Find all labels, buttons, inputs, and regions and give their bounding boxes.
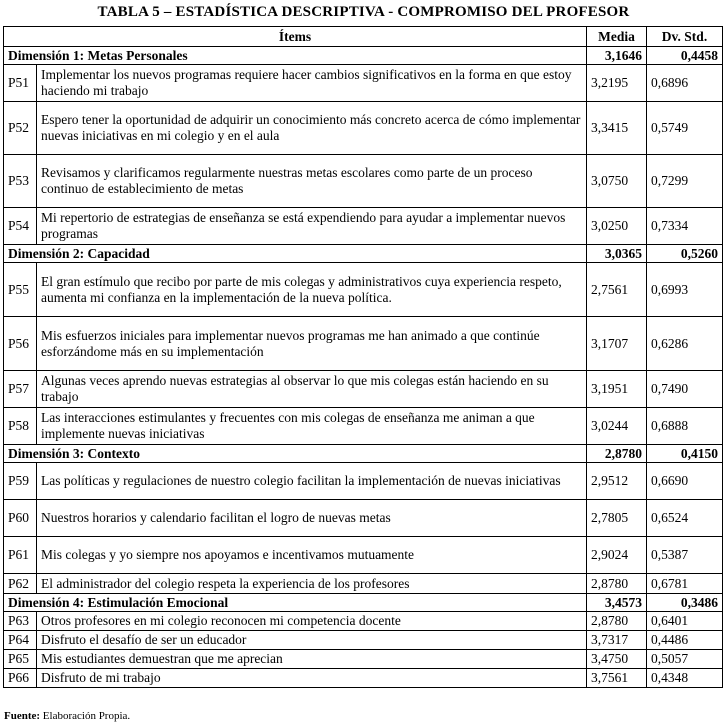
item-text: Mis esfuerzos iniciales para implementar nuevos programas me han animado a que continúe esforzándome más en su implementación [37,317,587,371]
dimension-row [4,445,723,463]
item-media: 3,1707 [587,317,647,371]
item-media: 2,9024 [587,537,647,574]
header-items: Ítems [4,27,587,47]
item-media: 2,8780 [587,574,647,594]
item-text: Las políticas y regulaciones de nuestro colegio facilitan la implementación de nuevas iniciativas [37,463,587,500]
item-text: El gran estímulo que recibo por parte de mis colegas y administrativos cuya experiencia respeto, aumenta mi confianza en la implementación de la nueva política. [37,263,587,317]
dimension-media: 2,8780 [587,445,647,463]
item-dv: 0,6286 [647,317,723,371]
dimension-group-3 [4,445,723,594]
item-media: 3,0244 [587,408,647,445]
table-row [4,669,723,688]
header-dv: Dv. Std. [647,27,723,47]
dimension-row [4,245,723,263]
table-row [4,612,723,631]
item-text: Implementar los nuevos programas requiere hacer cambios significativos en la forma en que estoy haciendo mi trabajo [37,65,587,102]
table-row [4,574,723,594]
table-row [4,463,723,500]
item-text: Mis estudiantes demuestran que me aprecian [37,650,587,669]
item-text: Espero tener la oportunidad de adquirir un conocimiento más concreto acerca de cómo implementar nuevas iniciativas en mi colegio y en el aula [37,102,587,155]
item-code: P52 [4,102,37,155]
item-code: P64 [4,631,37,650]
item-text: Revisamos y clarificamos regularmente nuestras metas escolares como parte de un proceso continuo de establecimiento de metas [37,155,587,208]
table-row [4,317,723,371]
dimension-label: Dimensión 2: Capacidad [4,245,587,263]
item-dv: 0,6401 [647,612,723,631]
item-media: 3,2195 [587,65,647,102]
item-code: P56 [4,317,37,371]
header-row [4,27,723,47]
dimension-group-1 [4,47,723,245]
item-text: Disfruto de mi trabajo [37,669,587,688]
item-media: 2,9512 [587,463,647,500]
table-row [4,631,723,650]
dimension-label: Dimensión 4: Estimulación Emocional [4,594,587,612]
item-media: 3,1951 [587,371,647,408]
item-media: 3,3415 [587,102,647,155]
dimension-label: Dimensión 3: Contexto [4,445,587,463]
dimension-row [4,47,723,65]
source-note [4,710,130,722]
table-row [4,371,723,408]
item-media: 3,4750 [587,650,647,669]
item-text: Otros profesores en mi colegio reconocen mi competencia docente [37,612,587,631]
item-dv: 0,6993 [647,263,723,317]
item-code: P58 [4,408,37,445]
item-media: 3,7561 [587,669,647,688]
item-media: 2,7561 [587,263,647,317]
dimension-dv: 0,4150 [647,445,723,463]
table-row [4,102,723,155]
item-text: Las interacciones estimulantes y frecuentes con mis colegas de enseñanza me animan a que implemente nuevas iniciativas [37,408,587,445]
item-dv: 0,6524 [647,500,723,537]
dimension-media: 3,1646 [587,47,647,65]
table-row [4,208,723,245]
table-row [4,65,723,102]
table-title: TABLA 5 – ESTADÍSTICA DESCRIPTIVA - COMPROMISO DEL PROFESOR [97,4,630,20]
table-row [4,650,723,669]
dimension-group-4 [4,594,723,688]
item-dv: 0,5057 [647,650,723,669]
item-dv: 0,7299 [647,155,723,208]
item-dv: 0,4348 [647,669,723,688]
item-dv: 0,6888 [647,408,723,445]
table-row [4,155,723,208]
source-label: Fuente: [4,710,41,722]
item-media: 2,7805 [587,500,647,537]
item-text: Algunas veces aprendo nuevas estrategias al observar lo que mis colegas están haciendo en su trabajo [37,371,587,408]
item-dv: 0,6781 [647,574,723,594]
dimension-media: 3,0365 [587,245,647,263]
item-dv: 0,6690 [647,463,723,500]
item-dv: 0,7490 [647,371,723,408]
item-text: Mis colegas y yo siempre nos apoyamos e incentivamos mutuamente [37,537,587,574]
item-code: P59 [4,463,37,500]
table-row [4,408,723,445]
dimension-dv: 0,4458 [647,47,723,65]
item-media: 2,8780 [587,612,647,631]
table-row [4,263,723,317]
item-text: Mi repertorio de estrategias de enseñanza se está expendiendo para ayudar a implementar nuevos programas [37,208,587,245]
statistics-table [3,26,723,688]
dimension-media: 3,4573 [587,594,647,612]
item-code: P57 [4,371,37,408]
table-row [4,500,723,537]
item-code: P66 [4,669,37,688]
source-text: Elaboración Propia. [40,710,131,722]
table-row [4,537,723,574]
dimension-group-2 [4,245,723,445]
dimension-label: Dimensión 1: Metas Personales [4,47,587,65]
item-code: P51 [4,65,37,102]
dimension-dv: 0,5260 [647,245,723,263]
header-media: Media [587,27,647,47]
item-code: P60 [4,500,37,537]
dimension-row [4,594,723,612]
item-code: P54 [4,208,37,245]
item-dv: 0,5749 [647,102,723,155]
item-code: P61 [4,537,37,574]
item-code: P62 [4,574,37,594]
item-text: Nuestros horarios y calendario facilitan el logro de nuevas metas [37,500,587,537]
item-text: El administrador del colegio respeta la experiencia de los profesores [37,574,587,594]
dimension-dv: 0,3486 [647,594,723,612]
item-dv: 0,4486 [647,631,723,650]
item-code: P65 [4,650,37,669]
item-code: P63 [4,612,37,631]
item-media: 3,0250 [587,208,647,245]
item-code: P55 [4,263,37,317]
item-code: P53 [4,155,37,208]
item-dv: 0,5387 [647,537,723,574]
item-media: 3,0750 [587,155,647,208]
item-dv: 0,6896 [647,65,723,102]
item-dv: 0,7334 [647,208,723,245]
item-text: Disfruto el desafío de ser un educador [37,631,587,650]
item-media: 3,7317 [587,631,647,650]
